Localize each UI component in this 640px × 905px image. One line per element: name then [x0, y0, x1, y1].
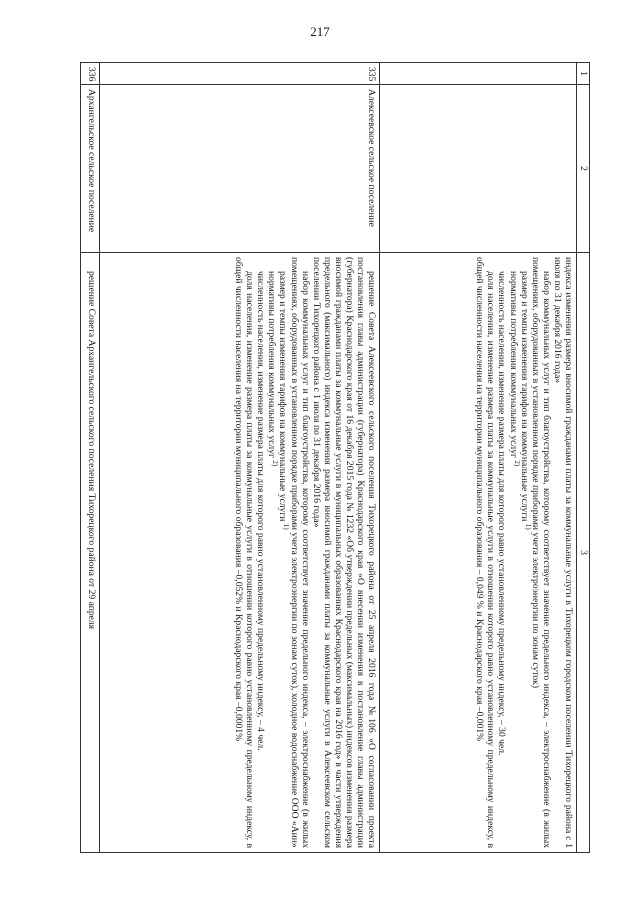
tariff-table — [80, 62, 590, 853]
paragraph-text: решение Совета Алексеевского сельского поселения Тихорецкого района от 25 апреля 2016 года №106 «О согласовании проекта постановления главы администрации (губернатора) Краснодарского края «О внесении изменения в постановление главы администрации (губернатора) Краснодарского края от 16 декабря 2015 года № 1232 «Об утверждении предельных (максимальных) индексов изменения размера вносимой гражданами платы за коммунальные услуги в муниципальных образованиях Краснодарского края на 2016 год» в части утверждения предельного (максимального) индекса изменения размера вносимой гражданами платы за коммунальные услуги в Алексеевском сельском поселении Тихорецкого района с 1 июля по 31 декабря 2016 года» — [310, 257, 378, 848]
description-paragraph — [266, 257, 280, 848]
description-paragraph — [277, 257, 291, 848]
row-number: 335 — [100, 63, 380, 85]
description-paragraph — [552, 257, 574, 848]
description-paragraph — [530, 257, 552, 848]
paragraph-text: численность населения, изменение размера платы для которого равно установленному предельному индексу, – 4 чел. — [255, 271, 267, 751]
paragraph-text: решение Совета Архангельского сельского поселения Тихорецкого района от 29 апреля — [86, 271, 97, 630]
description-cell — [380, 253, 577, 853]
paragraph-text: численность населения, изменение размера платы для которого равно установленному предельному индексу, – 30 чел. — [496, 271, 508, 756]
row-number — [380, 63, 577, 85]
description-cell — [81, 253, 100, 853]
footnote-marker: 1) — [523, 523, 532, 530]
settlement-name — [380, 85, 577, 253]
column-header: 3 — [577, 253, 590, 853]
paragraph-text: нормативы потребления коммунальных услуг — [266, 271, 278, 458]
settlement-name: Алексеевское сельское поселение — [100, 85, 380, 253]
description-paragraph — [311, 257, 378, 848]
rotated-table-wrapper — [80, 62, 590, 852]
description-paragraph — [255, 257, 266, 848]
description-paragraph — [288, 257, 310, 848]
paragraph-text: набор коммунальных услуг и тип благоустройства, которому соответствует значение предельного индекса, – электроснабжение (в жилых помещениях, оборудованных в установленном порядке приборами учета электроэнергии по зонам суток) — [529, 257, 552, 848]
column-header: 1 — [577, 63, 590, 85]
table-row — [380, 63, 577, 853]
page-number: 217 — [310, 24, 330, 39]
paragraph-text: нормативы потребления коммунальных услуг — [507, 271, 519, 458]
description-paragraph — [86, 257, 97, 848]
column-header: 2 — [577, 85, 590, 253]
description-paragraph — [233, 257, 255, 848]
paragraph-text: доля населения, изменение размера платы за коммунальные услуги в отношении которого равно установленному предельному индексу, в общей численности населения на территории муниципального образования – 0,049 % и Краснодарского края –0,001% — [474, 257, 497, 848]
table-row — [81, 63, 100, 853]
row-number: 336 — [81, 63, 100, 85]
footnote-marker: 2) — [271, 460, 280, 467]
settlement-name: Архангельское сельское поселение — [81, 85, 100, 253]
footnote-marker: 2) — [512, 460, 521, 467]
description-paragraph — [519, 257, 530, 848]
paragraph-text: размер и темпы изменения тарифов на коммунальные услуги — [518, 271, 530, 522]
table-row — [100, 63, 380, 853]
paragraph-text: набор коммунальных услуг и тип благоустройства, которому соответствует значение предельного индекса, – электроснабжение (в жилых помещениях, оборудованных в установленном порядке приборами учета электроэнергии по зонам суток), холодное водоснабжение ООО «Аин» — [288, 257, 311, 848]
description-paragraph — [496, 257, 507, 848]
description-cell — [100, 253, 380, 853]
description-paragraph — [474, 257, 496, 848]
paragraph-text: индекса изменения размера вносимой гражданами платы за коммунальные услуги в Тихорецком городском поселении Тихорецкого района с 1 июля по 31 декабря 2016 года» — [551, 257, 574, 848]
description-paragraph — [507, 257, 521, 848]
header-row — [577, 63, 590, 853]
footnote-marker: 1) — [282, 523, 291, 530]
paragraph-text: размер и темпы изменения тарифов на коммунальные услуги — [277, 271, 289, 522]
paragraph-text: доля населения, изменение размера платы за коммунальные услуги в отношении которого равно установленному предельному индексу, в общей численности населения на территории муниципального образования –0,052% и Краснодарского края –0,0001% — [233, 257, 256, 848]
